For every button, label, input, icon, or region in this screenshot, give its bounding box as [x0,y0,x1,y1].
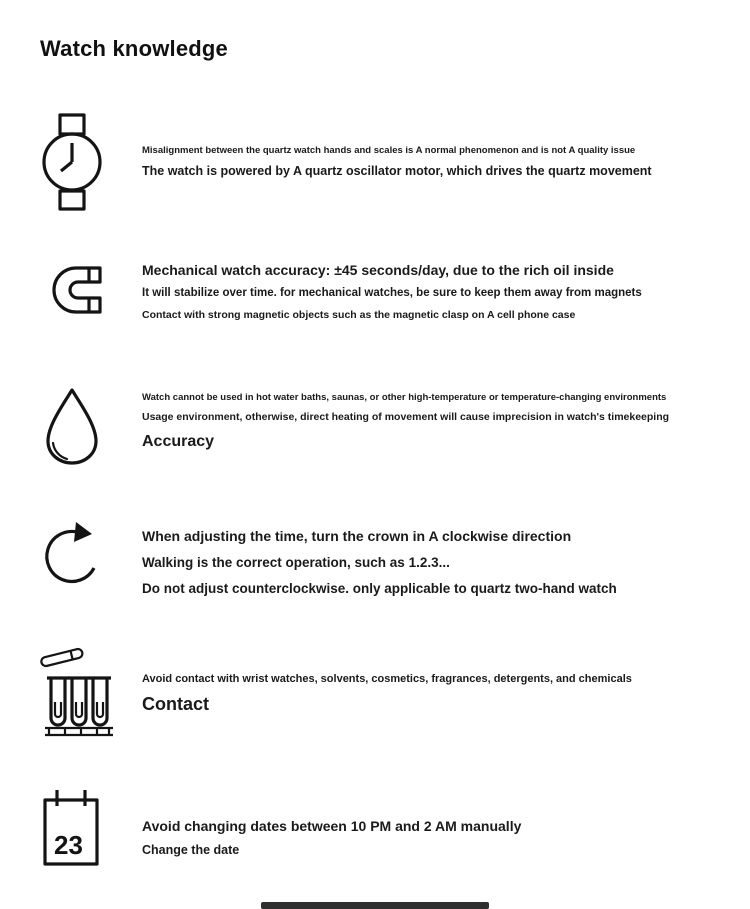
water-drop-icon [40,383,142,469]
section-text [142,112,652,187]
section-text-line: Walking is the correct operation, such as 1.2.3... [142,554,450,570]
section-text-line: Watch cannot be used in hot water baths, saunas, or other high-temperature or temperature-changing environments [142,392,667,403]
section-text-line: Contact with strong magnetic objects such as the magnetic clasp on A cell phone case [142,308,576,321]
calendar-icon [40,788,142,872]
section-text [142,383,669,459]
page-title: Watch knowledge [40,36,228,61]
section-quartz-movement [40,112,652,212]
section-text-line: Misalignment between the quartz watch hands and scales is A normal phenomenon and is not A quality issue [142,145,636,156]
magnet-icon [40,258,142,322]
section-text-line: Mechanical watch accuracy: ±45 seconds/day, due to the rich oil inside [142,262,614,278]
section-text-line: Do not adjust counterclockwise. only applicable to quartz two-hand watch [142,580,617,596]
section-temperature [40,383,669,469]
clockwise-arrow-icon [40,518,142,590]
section-text-line: When adjusting the time, turn the crown in A clockwise direction [142,528,572,544]
watch-icon [40,112,142,212]
section-text [142,788,521,866]
section-text [142,642,632,724]
calendar-day-number: 23 [54,830,83,860]
section-text-line: The watch is powered by A quartz oscillator motor, which drives the quartz movement [142,164,652,179]
test-tubes-icon [40,642,142,742]
section-heading: Accuracy [142,432,215,450]
section-text-line: It will stabilize over time. for mechanical watches, be sure to keep them away from magnets [142,286,642,299]
section-text [142,258,642,329]
partial-next-image-edge [261,902,489,909]
section-date-change [40,788,521,872]
section-time-adjustment [40,518,617,605]
section-chemicals [40,642,632,742]
section-text-line: Avoid contact with wrist watches, solvents, cosmetics, fragrances, detergents, and chemicals [142,673,632,685]
section-text [142,518,617,605]
section-text-line: Usage environment, otherwise, direct heating of movement will cause imprecision in watch's timekeeping [142,411,670,424]
section-text-line: Change the date [142,842,240,857]
section-magnetism [40,258,642,329]
section-heading: Contact [142,694,209,715]
section-text-line: Avoid changing dates between 10 PM and 2 AM manually [142,818,522,834]
